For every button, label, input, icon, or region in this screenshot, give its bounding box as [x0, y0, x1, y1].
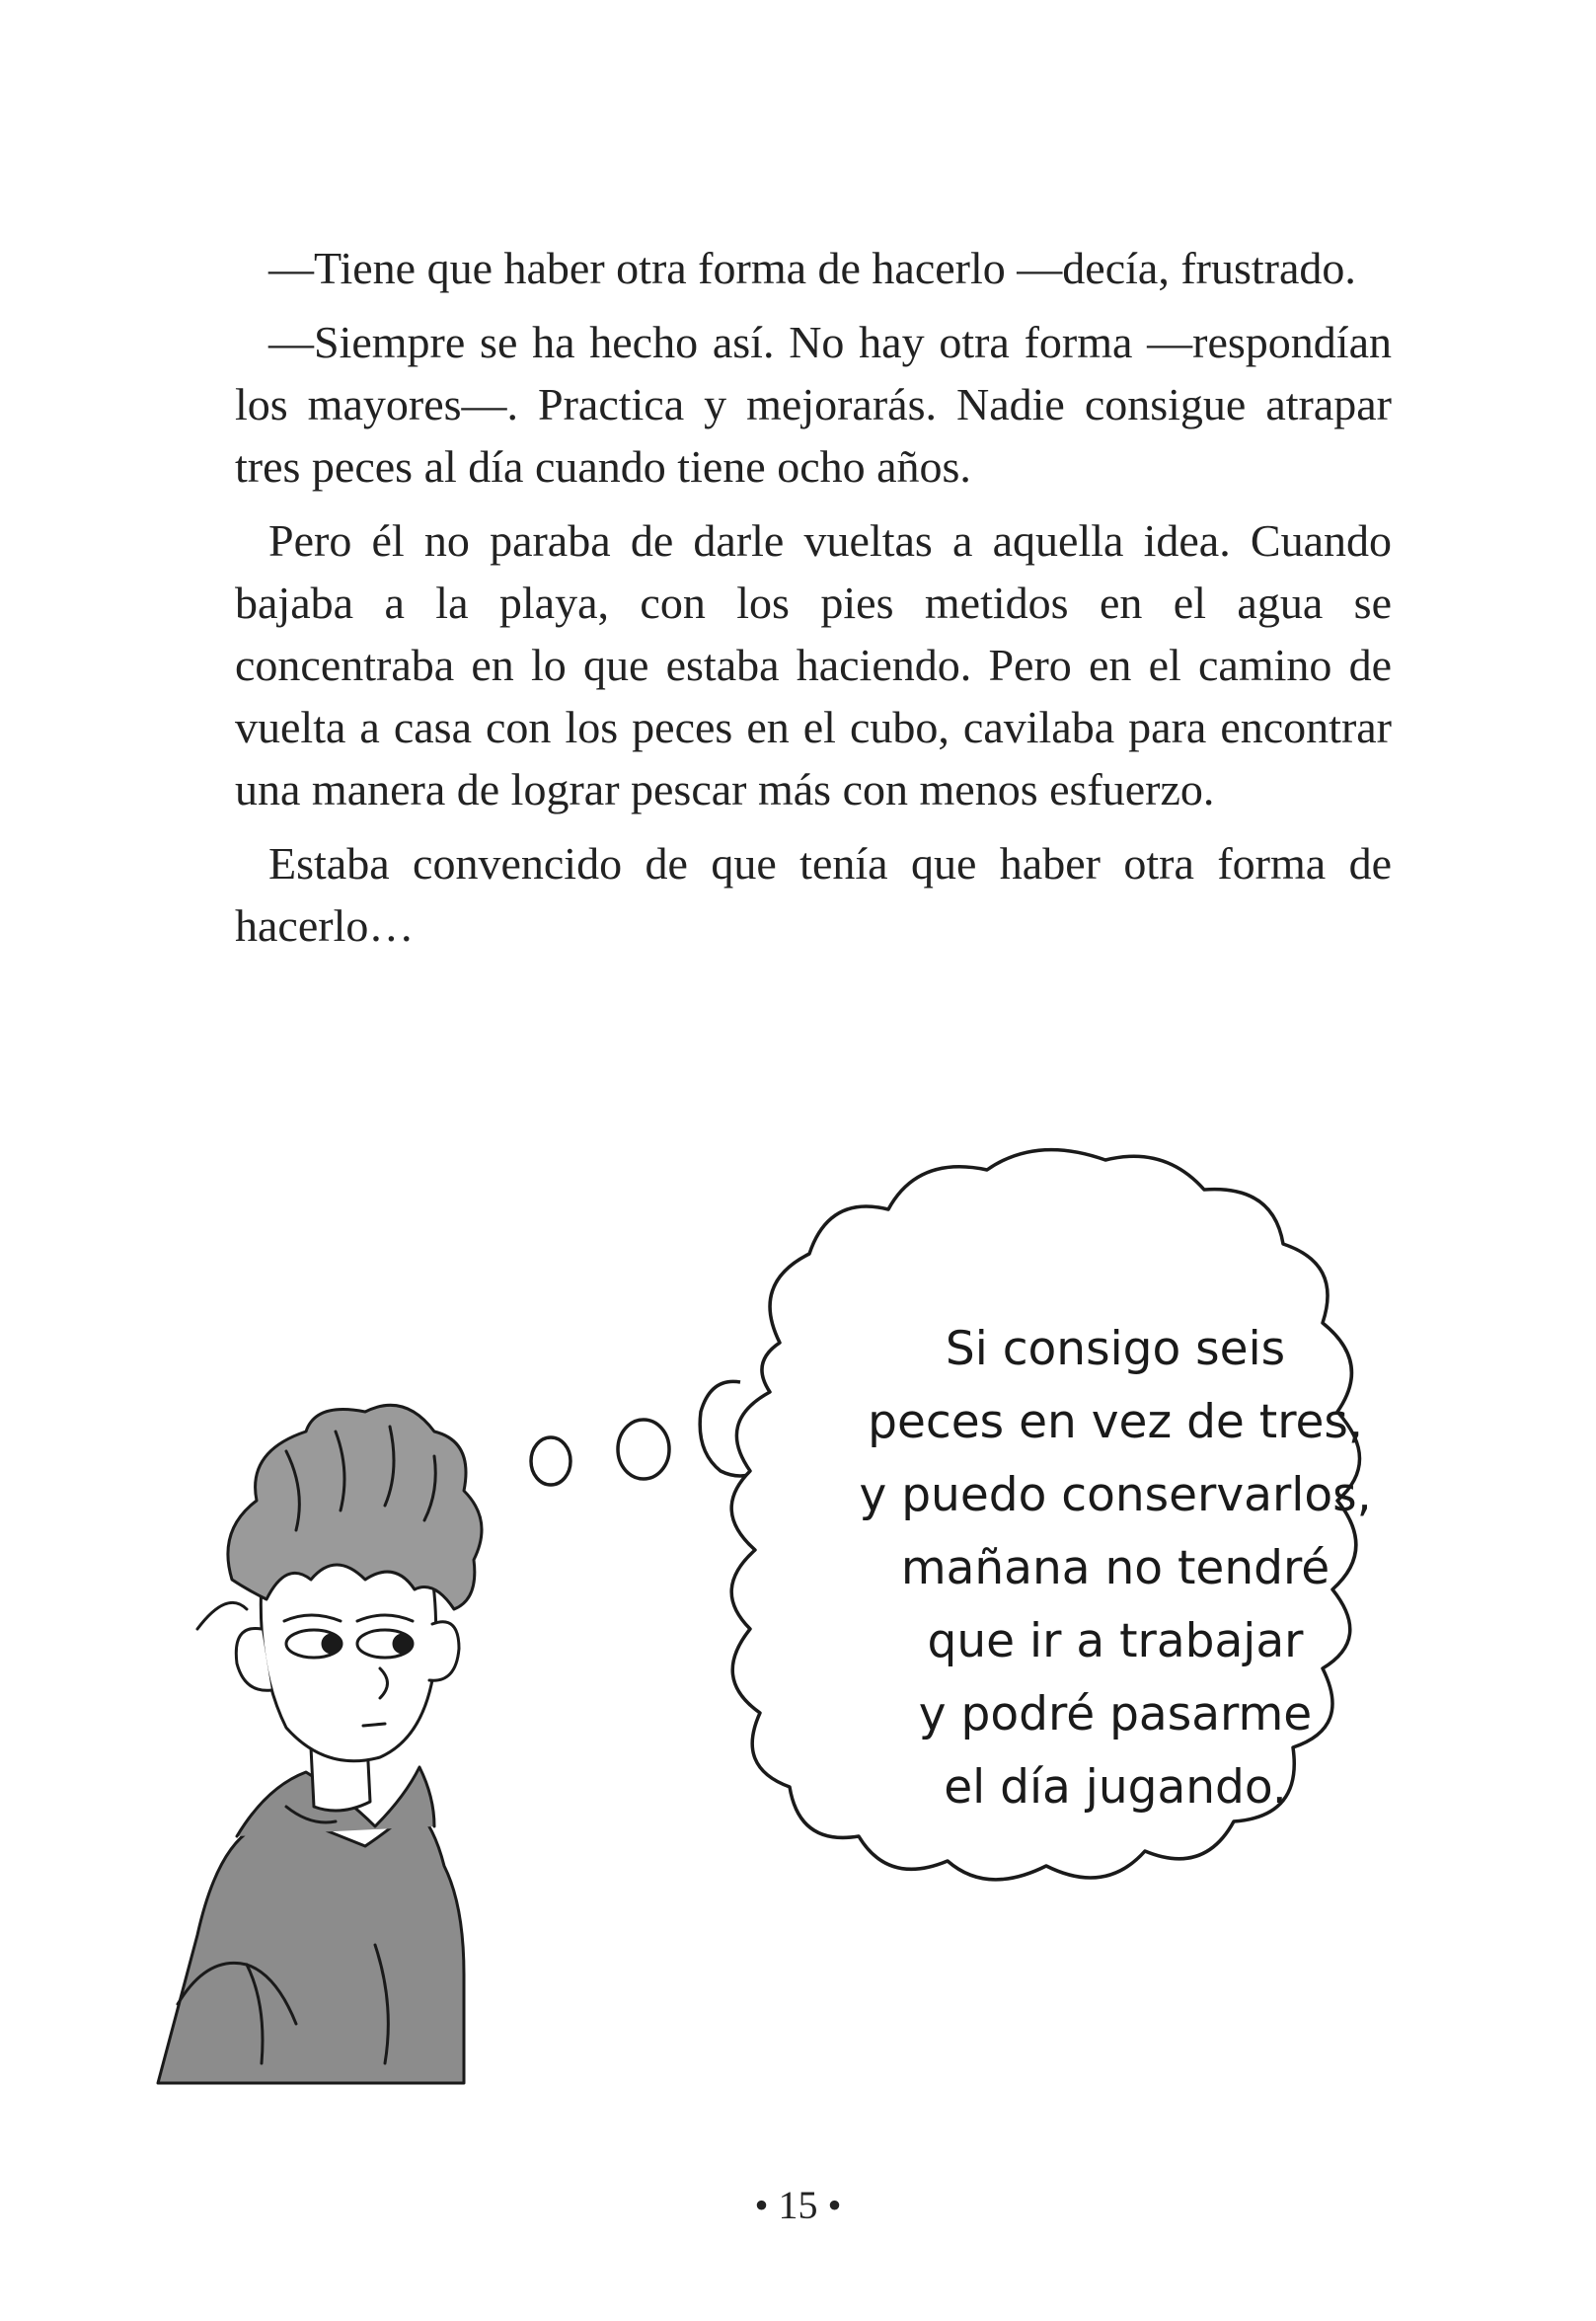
page-number: • 15 •: [754, 2183, 842, 2227]
thought-line-2: peces en vez de tres,: [868, 1395, 1363, 1449]
thought-dots: [531, 1381, 760, 1485]
paragraph-3: Pero él no paraba de darle vueltas a aquella idea. Cuando bajaba a la playa, con los pies metidos en el agua se concentraba en lo que estaba haciendo. Pero en el camino de vuelta a casa con los peces en el cubo, cavilaba para encontrar una manera de lograr pescar más con menos esfuerzo.: [235, 515, 1392, 814]
thought-line-6: y podré pasarme: [918, 1687, 1313, 1741]
thought-bubble-text: [819, 1313, 1411, 1824]
thought-line-5: que ir a trabajar: [927, 1614, 1304, 1668]
paragraph-2: —Siempre se ha hecho así. No hay otra forma —respondían los mayores—. Practica y mejorarás. Nadie consigue atrapar tres peces al día cuando tiene ocho años.: [235, 317, 1392, 492]
boy-figure: [158, 1405, 482, 2083]
thought-line-7: el día jugando.: [944, 1760, 1287, 1815]
thought-line-4: mañana no tendré: [900, 1541, 1330, 1595]
paragraph-4: Estaba convencido de que tenía que haber otra forma de hacerlo…: [235, 838, 1392, 951]
story-text: [235, 237, 1392, 968]
thought-line-3: y puedo conservarlos,: [859, 1468, 1372, 1522]
thought-line-1: Si consigo seis: [945, 1322, 1286, 1376]
paragraph-1: —Tiene que haber otra forma de hacerlo —decía, frustrado.: [268, 243, 1356, 293]
